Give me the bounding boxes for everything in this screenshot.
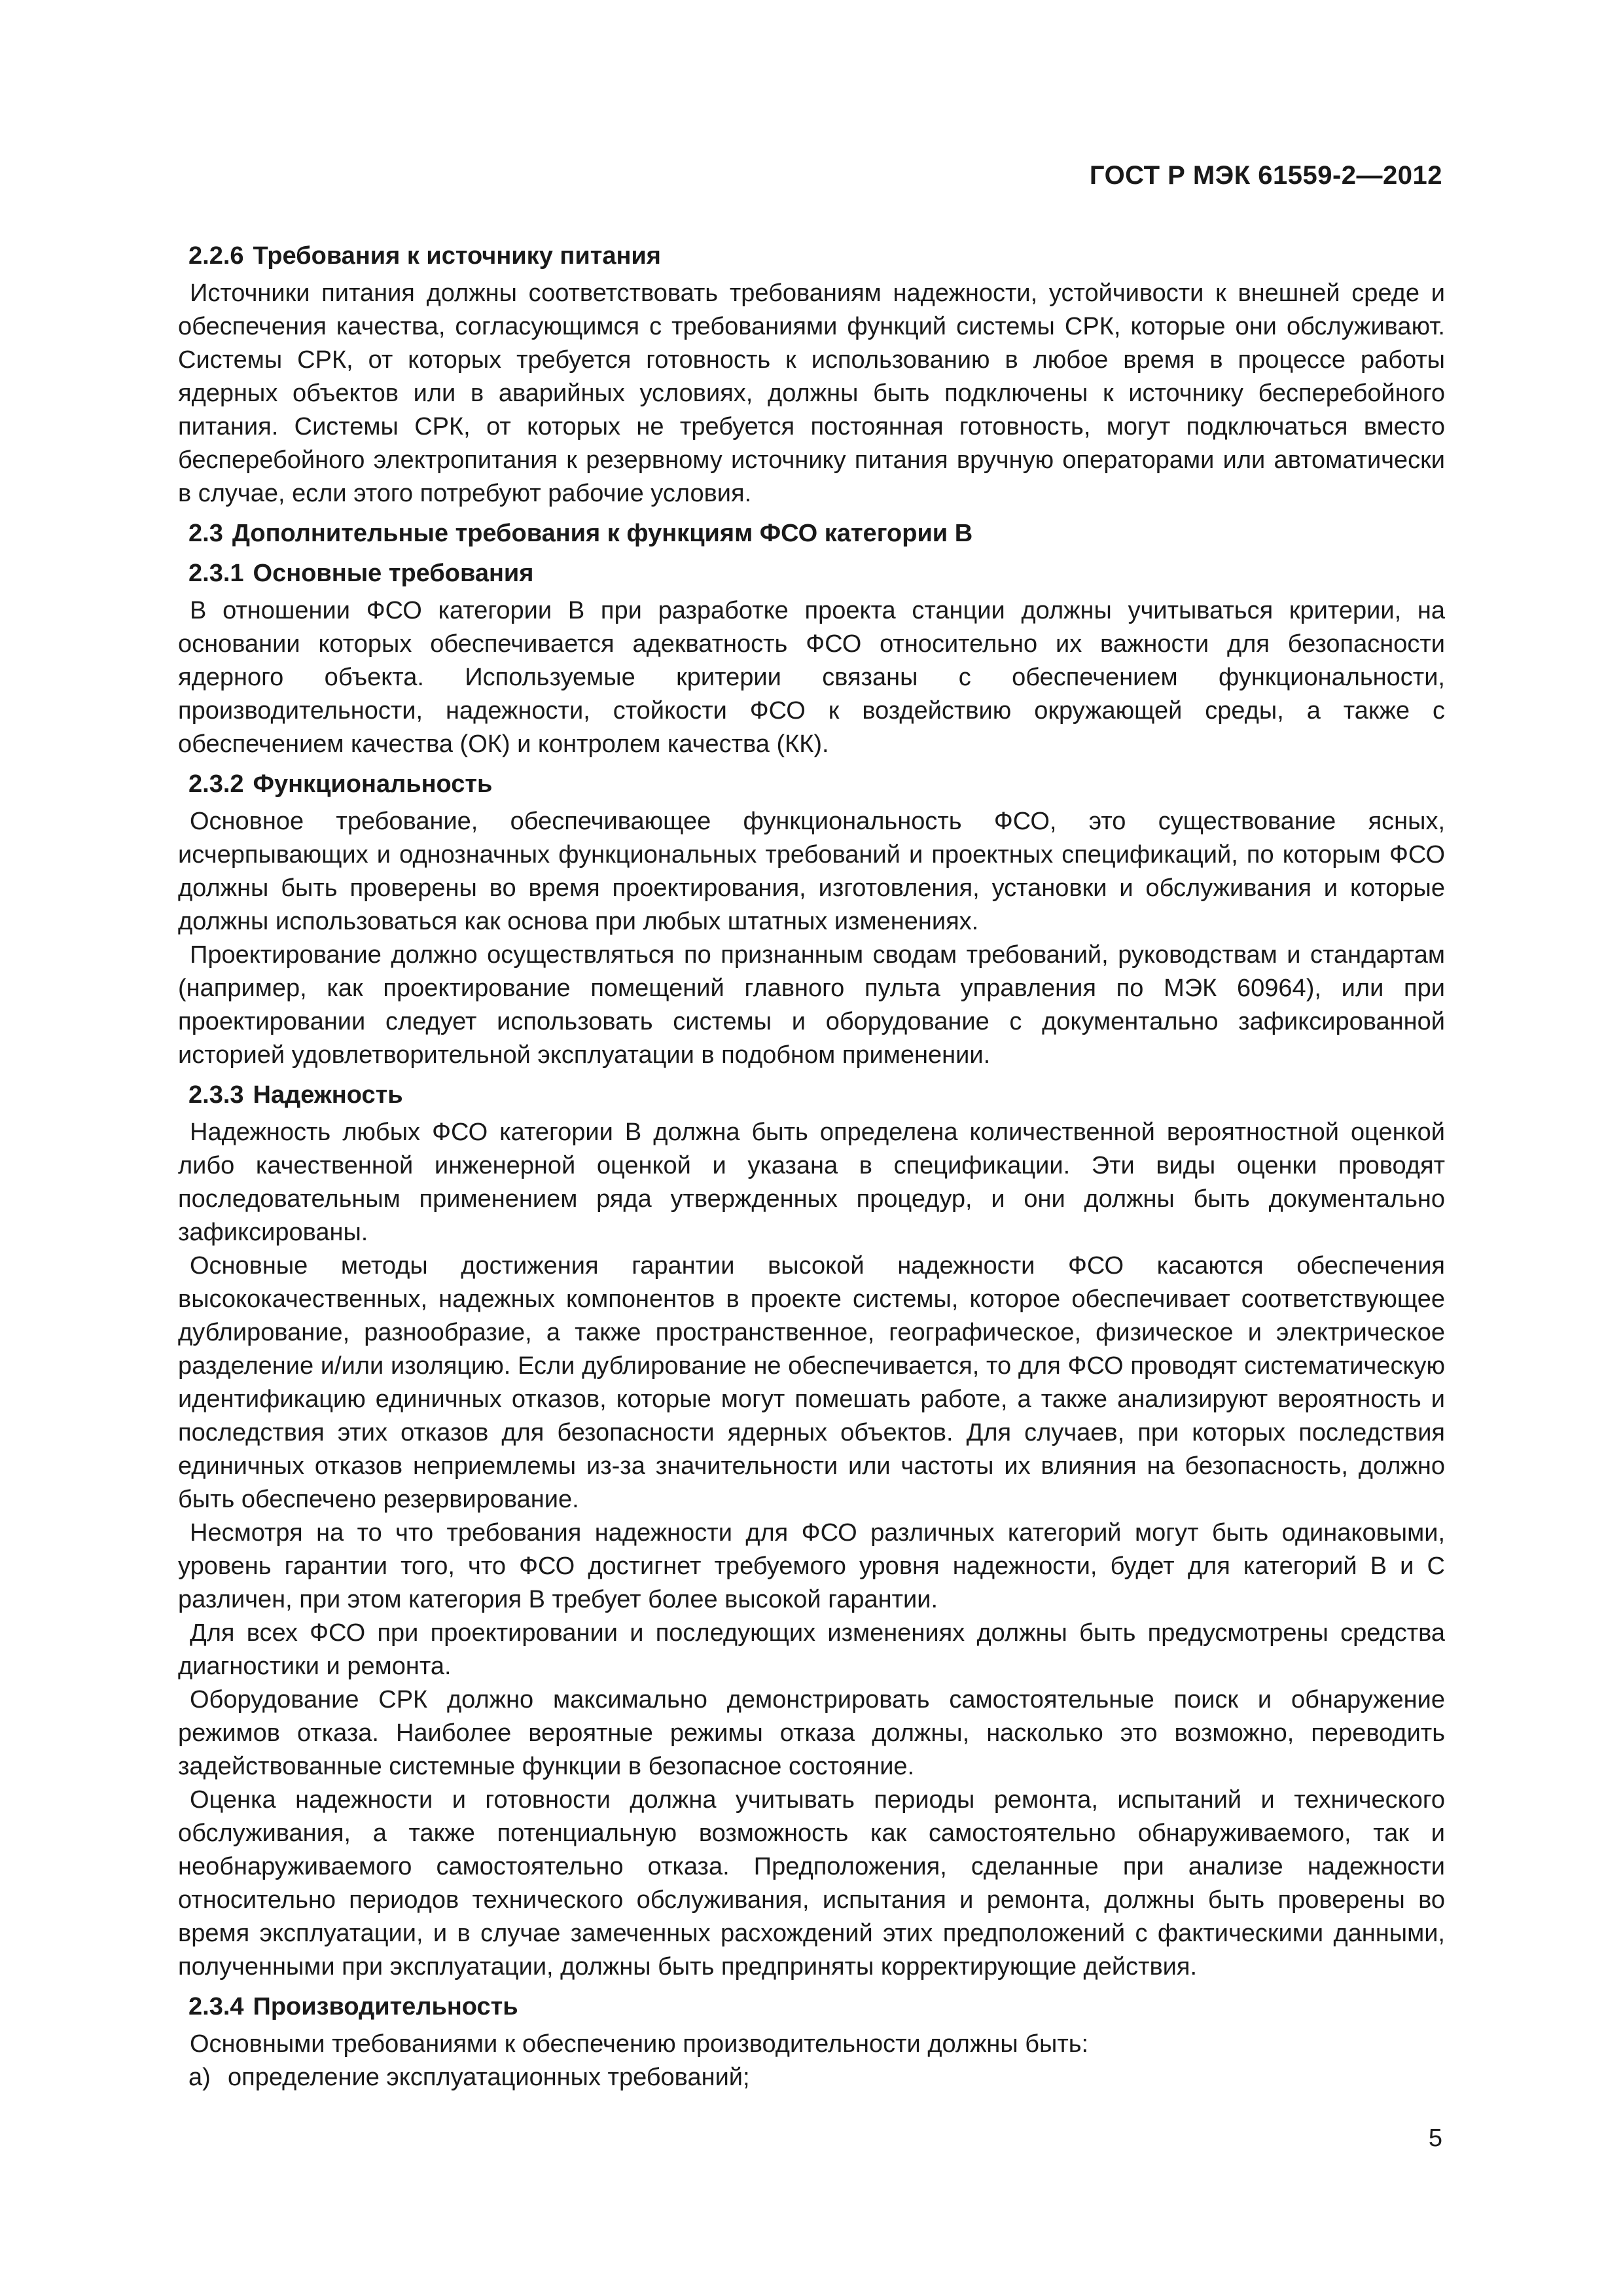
page-number: 5 <box>1428 2125 1442 2152</box>
section-number: 2.3 <box>188 520 223 547</box>
paragraph: Основное требование, обеспечивающее функциональность ФСО, это существование ясных, исчерпывающих и однозначных функциональных требований и проектных спецификаций, по которым ФСО должны быть проверены во время проектирования, изготовления, установки и обслуживания и которые должны использоваться как основа при любых штатных изменениях. <box>178 808 1445 935</box>
section-title: Функциональность <box>253 770 493 798</box>
paragraph: Оборудование СРК должно максимально демонстрировать самостоятельные поиск и обнаружение режимов отказа. Наиболее вероятные режимы отказа должны, насколько это возможно, переводить задействованные системные функции в безопасное состояние. <box>178 1686 1445 1780</box>
paragraph: Проектирование должно осуществляться по признанным сводам требований, руководствам и стандартам (например, как проектирование помещений главного пульта управления по МЭК 60964), или при проектировании следует использовать системы и оборудование с документально зафиксированной историей удовлетворительной эксплуатации в подобном применении. <box>178 941 1445 1069</box>
section-heading <box>178 517 1445 550</box>
paragraph: Несмотря на то что требования надежности для ФСО различных категорий могут быть одинаковыми, уровень гарантии того, что ФСО достигнет требуемого уровня надежности, будет для категорий В и С различен, при этом категория В требует более высокой гарантии. <box>178 1519 1445 1613</box>
section-title: Производительность <box>253 1993 518 2020</box>
section-title: Дополнительные требования к функциям ФСО категории В <box>232 520 973 547</box>
section-heading <box>178 557 1445 590</box>
section-heading <box>178 1990 1445 2024</box>
section-number: 2.3.3 <box>188 1081 244 1109</box>
section-heading <box>178 240 1445 273</box>
section-number: 2.2.6 <box>188 242 244 270</box>
list-item-text: определение эксплуатационных требований; <box>228 2064 750 2091</box>
paragraph: Основными требованиями к обеспечению производительности должны быть: <box>190 2030 1089 2058</box>
section-title: Надежность <box>253 1081 403 1109</box>
section-number: 2.3.4 <box>188 1993 244 2020</box>
paragraph: Источники питания должны соответствовать требованиям надежности, устойчивости к внешней среде и обеспечения качества, согласующимся с требованиями функций системы СРК, которые они обслуживают. Системы СРК, от которых требуется готовность к использованию в любое время в процессе работы ядерных объектов или в аварийных условиях, должны быть подключены к источнику бесперебойного питания. Системы СРК, от которых не требуется постоянная готовность, могут подключаться вместо бесперебойного электропитания к резервному источнику питания вручную операторами или автоматически в случае, если этого потребуют рабочие условия. <box>178 279 1445 507</box>
section-number: 2.3.1 <box>188 560 244 587</box>
page-content <box>178 233 1445 2094</box>
paragraph: В отношении ФСО категории В при разработке проекта станции должны учитываться критерии, на основании которых обеспечивается адекватность ФСО относительно их важности для безопасности ядерного объекта. Используемые критерии связаны с обеспечением функциональности, производительности, надежности, стойкости ФСО к воздействию окружающей среды, а также с обеспечением качества (ОК) и контролем качества (КК). <box>178 597 1445 758</box>
section-heading <box>178 768 1445 801</box>
section-number: 2.3.2 <box>188 770 244 798</box>
paragraph: Надежность любых ФСО категории В должна быть определена количественной вероятностной оценкой либо качественной инженерной оценкой и указана в спецификации. Эти виды оценки проводят последовательным применением ряда утвержденных процедур, и они должны быть документально зафиксированы. <box>178 1119 1445 1246</box>
document-id-header: ГОСТ Р МЭК 61559-2—2012 <box>1089 161 1442 190</box>
section-heading <box>178 1079 1445 1112</box>
section-title: Требования к источнику питания <box>253 242 661 270</box>
paragraph: Основные методы достижения гарантии высокой надежности ФСО касаются обеспечения высококачественных, надежных компонентов в проекте системы, которое обеспечивает соответствующее дублирование, разнообразие, а также пространственное, географическое, физическое и электрическое разделение и/или изоляцию. Если дублирование не обеспечивается, то для ФСО проводят систематическую идентификацию единичных отказов, которые могут помешать работе, а также анализируют вероятность и последствия этих отказов для безопасности ядерных объектов. Для случаев, при которых последствия единичных отказов неприемлемы из-за значительности или частоты их влияния на безопасность, должно быть обеспечено резервирование. <box>178 1252 1445 1513</box>
list-item <box>178 2061 1445 2094</box>
section-title: Основные требования <box>253 560 534 587</box>
paragraph: Для всех ФСО при проектировании и последующих изменениях должны быть предусмотрены средства диагностики и ремонта. <box>178 1619 1445 1680</box>
paragraph: Оценка надежности и готовности должна учитывать периоды ремонта, испытаний и технического обслуживания, а также потенциальную возможность как самостоятельно обнаруживаемого, так и необнаруживаемого самостоятельно отказа. Предположения, сделанные при анализе надежности относительно периодов технического обслуживания, испытания и ремонта, должны быть проверены во время эксплуатации, и в случае замеченных расхождений этих предположений с фактическими данными, полученными при эксплуатации, должны быть предприняты корректирующие действия. <box>178 1786 1445 1981</box>
list-marker: а) <box>188 2064 211 2091</box>
